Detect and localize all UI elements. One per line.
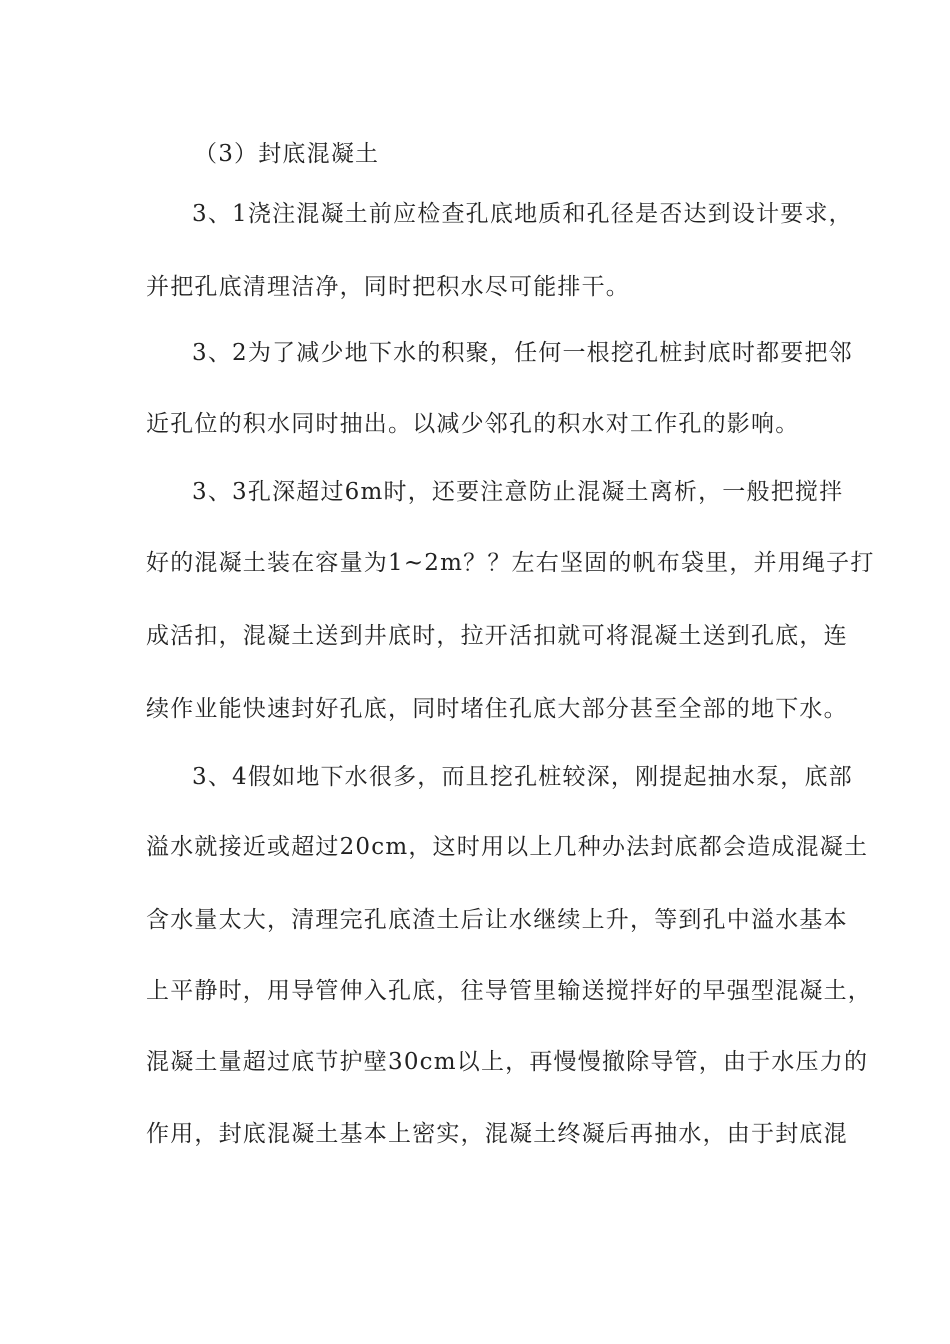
paragraph-line: 3、1浇注混凝土前应检查孔底地质和孔径是否达到设计要求， — [192, 201, 853, 227]
paragraph-line: 上平静时，用导管伸入孔底，往导管里输送搅拌好的早强型混凝土， — [146, 978, 872, 1004]
paragraph-line: 3、4假如地下水很多，而且挖孔桩较深，刚提起抽水泵，底部 — [192, 764, 853, 790]
paragraph-line: 混凝土量超过底节护壁30cm以上，再慢慢撤除导管，由于水压力的 — [146, 1049, 869, 1075]
paragraph-line: 溢水就接近或超过20cm，这时用以上几种办法封底都会造成混凝土 — [146, 834, 869, 860]
paragraph-line: 含水量太大，清理完孔底渣土后让水继续上升，等到孔中溢水基本 — [146, 907, 848, 933]
paragraph-line: 续作业能快速封好孔底，同时堵住孔底大部分甚至全部的地下水。 — [146, 696, 848, 722]
section-heading: （3）封底混凝土 — [194, 141, 380, 167]
paragraph-line: 3、3孔深超过6m时，还要注意防止混凝土离析，一般把搅拌 — [192, 479, 844, 505]
paragraph-line: 好的混凝土装在容量为1~2m？？左右坚固的帆布袋里，并用绳子打 — [146, 550, 875, 576]
paragraph-line: 3、2为了减少地下水的积聚，任何一根挖孔桩封底时都要把邻 — [192, 340, 853, 366]
paragraph-line: 作用，封底混凝土基本上密实，混凝土终凝后再抽水，由于封底混 — [146, 1121, 848, 1147]
paragraph-line: 成活扣，混凝土送到井底时，拉开活扣就可将混凝土送到孔底，连 — [146, 623, 848, 649]
paragraph-line: 并把孔底清理洁净，同时把积水尽可能排干。 — [146, 274, 630, 300]
paragraph-line: 近孔位的积水同时抽出。以减少邻孔的积水对工作孔的影响。 — [146, 411, 800, 437]
